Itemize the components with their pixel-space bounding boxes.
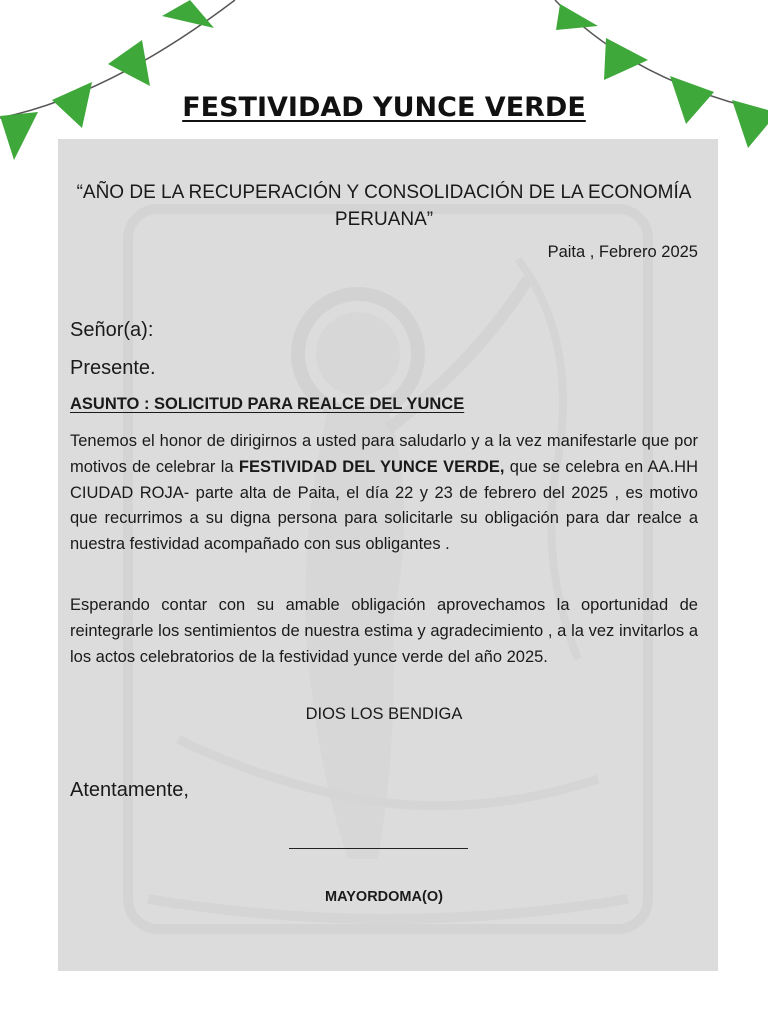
signature-line [289, 848, 468, 849]
present-line: Presente. [70, 357, 156, 379]
bunting-flag [556, 4, 598, 30]
blessing: DIOS LOS BENDIGA [305, 705, 463, 723]
body-paragraph-1 [70, 429, 698, 558]
bunting-flag [108, 40, 150, 86]
signer-role: MAYORDOMA(O) [325, 889, 443, 905]
recipient-line: Señor(a): [70, 319, 154, 341]
page-title: FESTIVIDAD YUNCE VERDE [182, 92, 586, 123]
year-motto: “AÑO DE LA RECUPERACIÓN Y CONSOLIDACIÓN DE LA ECONOMÍA PERUANA” [76, 182, 692, 230]
paragraph-text: Tenemos el honor de dirigirnos a usted para saludarlo y a la vez manifestarle que por motivos de celebrar la [70, 432, 698, 476]
paragraph-text: que se celebra en AA.HH CIUDAD ROJA- parte alta de Paita, el día 22 y 23 de febrero del 2025 , es motivo que recurrimos a su digna persona para solicitarle su obligación para dar realce a nuestra festividad acompañado con sus obligantes . [70, 457, 698, 554]
body-paragraph-2: Esperando contar con su amable obligación aprovechamos la oportunidad de reintegrarle los sentimientos de nuestra estima y agradecimiento , a la vez invitarlos a los actos celebratorios de la festividad yunce verde del año 2025. [70, 596, 698, 666]
subject-line: ASUNTO : SOLICITUD PARA REALCE DEL YUNCE [70, 395, 465, 413]
bunting-flag [162, 0, 214, 28]
festival-name: FESTIVIDAD DEL YUNCE VERDE, [238, 457, 505, 476]
letter-paper [58, 139, 718, 971]
place-date: Paita , Febrero 2025 [547, 243, 698, 261]
sign-off: Atentamente, [70, 779, 189, 801]
bunting-flag [604, 38, 648, 80]
